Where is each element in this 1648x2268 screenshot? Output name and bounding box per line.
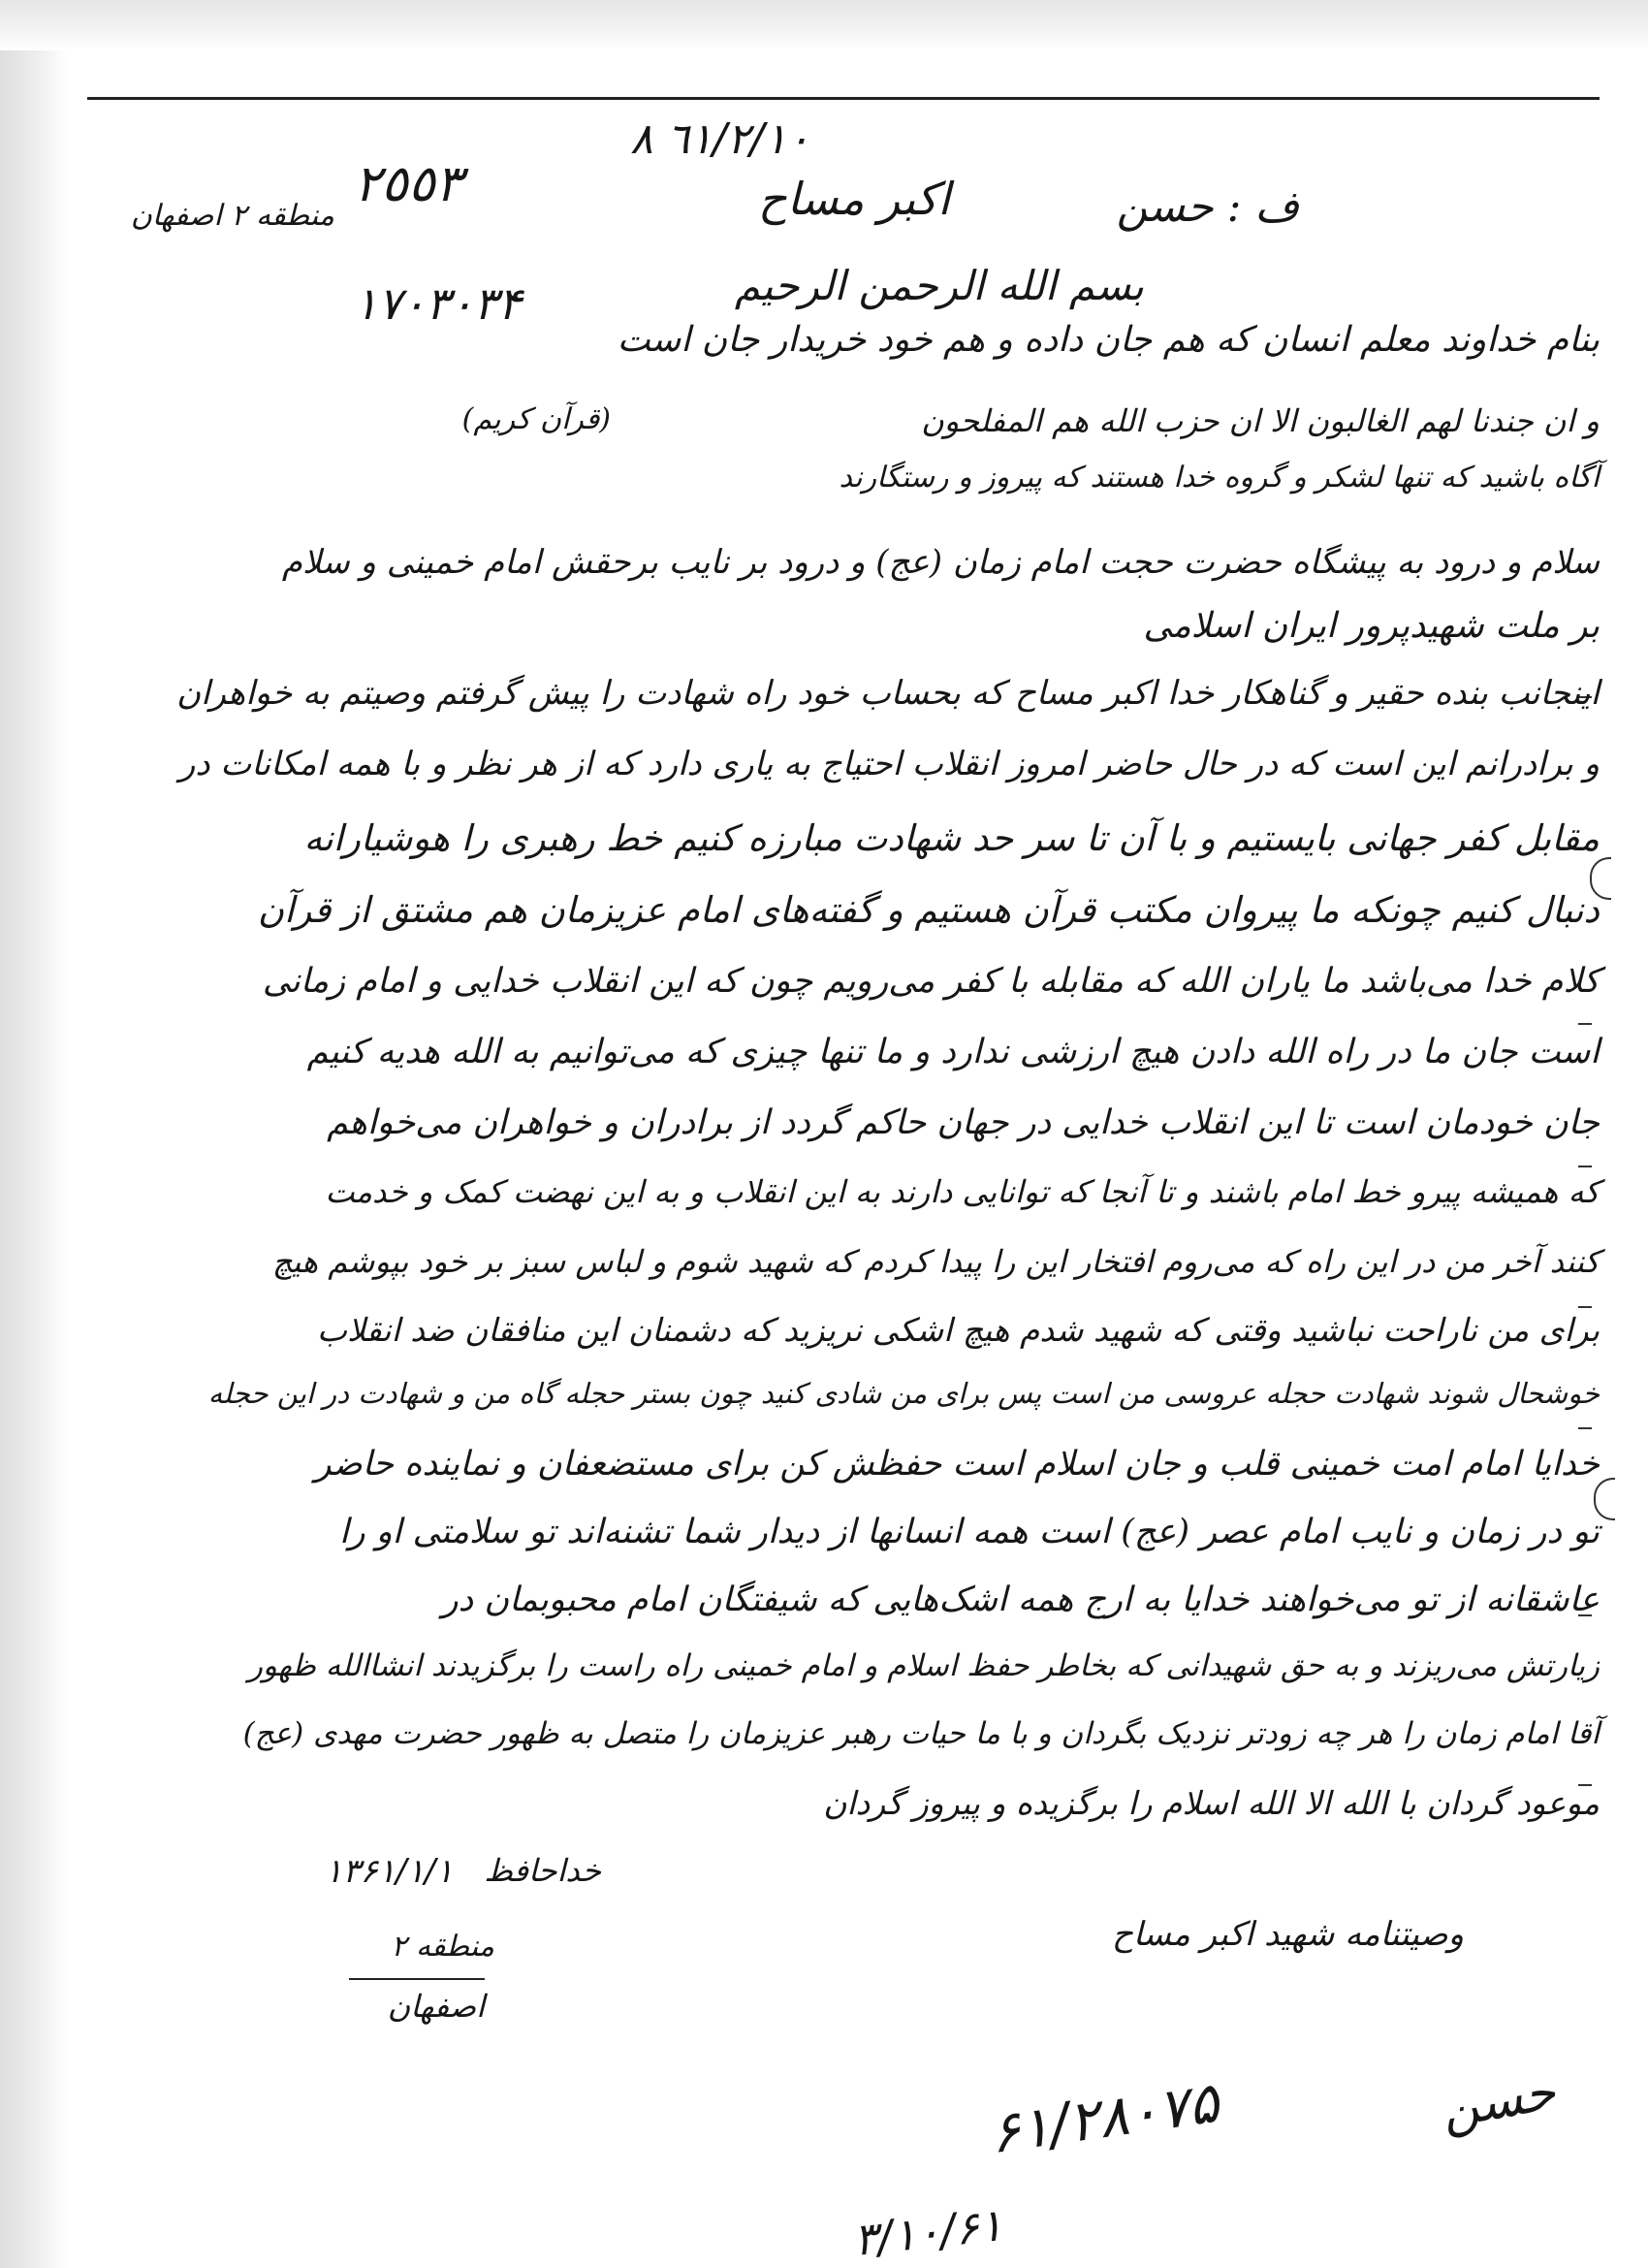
margin-tick: [1578, 1166, 1592, 1167]
margin-tick: [1578, 1023, 1592, 1025]
closing-region-number: منطقه ٢: [391, 1930, 494, 1964]
stamp-bottom: ۳/۱۰/۶۱: [850, 2198, 1005, 2266]
body-line: و برادرانم این است که در حال حاضر امروز انقلاب احتیاج به یاری دارد که از هر نظر و با همه امکانات در: [178, 745, 1600, 783]
section-label: ف : حسن: [1116, 182, 1299, 232]
body-line: خدایا امام امت خمینی قلب و جان اسلام است حفظش کن برای مستضعفان و نماینده حاضر: [314, 1445, 1600, 1484]
name-top: اکبر مساح: [758, 173, 950, 225]
body-line: مقابل کفر جهانی بایستیم و با آن تا سر حد شهادت مبارزه کنیم خط رهبری را هوشیارانه: [303, 817, 1600, 859]
top-rule: [87, 97, 1600, 100]
body-line: عاشقانه از تو می‌خواهند خدایا به ارج همه اشک‌هایی که شیفتگان امام محبوبمان در: [441, 1581, 1600, 1619]
farewell: خداحافظ: [484, 1852, 601, 1889]
body-line: است جان ما در راه الله دادن هیچ ارزشی ندارد و ما تنها چیزی که می‌توانیم به الله هدیه کنیم: [306, 1033, 1600, 1071]
body-line: اینجانب بنده حقیر و گناهکار خدا اکبر مساح که بحساب خود راه شهادت را پیش گرفتم وصیتم به خواهران: [176, 674, 1600, 713]
body-line: زیارتش می‌ریزند و به حق شهیدانی که بخاطر حفظ اسلام و امام خمینی راه راست را برگزیدند انشاالله ظهور: [247, 1648, 1600, 1683]
closing-date: ۱۳۶۱/۱/۱: [325, 1852, 454, 1891]
scan-edge-left: [0, 0, 68, 2268]
body-line: موعود گردان با الله الا الله اسلام را برگزیده و پیروز گردان: [823, 1784, 1600, 1822]
body-line: برای من ناراحت نباشید وقتی که شهید شدم هیچ اشکی نریزید که دشمنان این منافقان ضد انقلاب: [316, 1311, 1600, 1349]
body-line: کنند آخر من در این راه که می‌روم افتخار این را پیدا کردم که شهید شوم و لباس سبز بر خود بپوشم هیچ: [271, 1243, 1600, 1280]
stamp-number: ۶۱/۲۸۰۷۵: [985, 2068, 1223, 2167]
body-line: کلام خدا می‌باشد ما یاران الله که مقابله با کفر می‌رویم چون که این انقلاب خدایی و امام زمانی: [262, 962, 1600, 1001]
salutation-line: بر ملت شهیدپرور ایران اسلامی: [1143, 606, 1600, 646]
date-top: ٦١/٢/١٠ ٨: [630, 114, 810, 164]
doc-number: ٢٥٥٣: [354, 155, 462, 213]
intro-line: بنام خداوند معلم انسان که هم جان داده و هم خود خریدار جان است: [617, 320, 1600, 360]
quote-translation: آگاه باشید که تنها لشکر و گروه خدا هستند که پیروز و رستگارند: [839, 461, 1600, 495]
quran-quote: و ان جندنا لهم الغالبون الا ان حزب الله هم المفلحون: [921, 402, 1600, 439]
scan-edge-top: [0, 0, 1648, 50]
margin-tick: [1578, 1427, 1592, 1429]
closing-region-city: اصفهان: [387, 1988, 485, 2025]
basmala: بسم الله الرحمن الرحیم: [734, 262, 1144, 309]
file-code: ۱۷۰۳۰۳۴: [354, 277, 522, 330]
salutation-line: سلام و درود به پیشگاه حضرت حجت امام زمان (عج) و درود بر نایب برحقش امام خمینی و سلام: [281, 543, 1600, 582]
body-line: آقا امام زمان را هر چه زودتر نزدیک بگردان و با ما حیات رهبر عزیزمان را متصل به ظهور حضرت مهدی (عج): [242, 1716, 1600, 1751]
body-line: که همیشه پیرو خط امام باشند و تا آنجا که توانایی دارند به این انقلاب و به این نهضت کمک و خدمت: [325, 1173, 1600, 1210]
body-line: تو در زمان و نایب امام عصر (عج) است همه انسانها از دیدار شما تشنه‌اند تو سلامتی او را: [339, 1513, 1600, 1551]
body-line: جان خودمان است تا این انقلاب خدایی در جهان حاکم گردد از برادران و خواهران می‌خواهم: [327, 1103, 1600, 1142]
quran-reference: (قرآن کریم): [461, 402, 611, 436]
body-line: دنبال کنیم چونکه ما پیروان مکتب قرآن هستیم و گفته‌های امام عزیزمان هم مشتق از قرآن: [257, 889, 1600, 931]
region-underline: [349, 1978, 485, 1980]
margin-tick: [1578, 1306, 1592, 1308]
testament-title: وصیتنامه شهید اکبر مساح: [1111, 1915, 1464, 1954]
body-line: خوشحال شوند شهادت حجله عروسی من است پس برای من شادی کنید چون بستر حجله گاه من و شهادت در این حجله: [207, 1377, 1600, 1410]
region-note: منطقه ٢ اصفهان: [130, 199, 334, 233]
stamp-name: حسن: [1437, 2062, 1561, 2141]
